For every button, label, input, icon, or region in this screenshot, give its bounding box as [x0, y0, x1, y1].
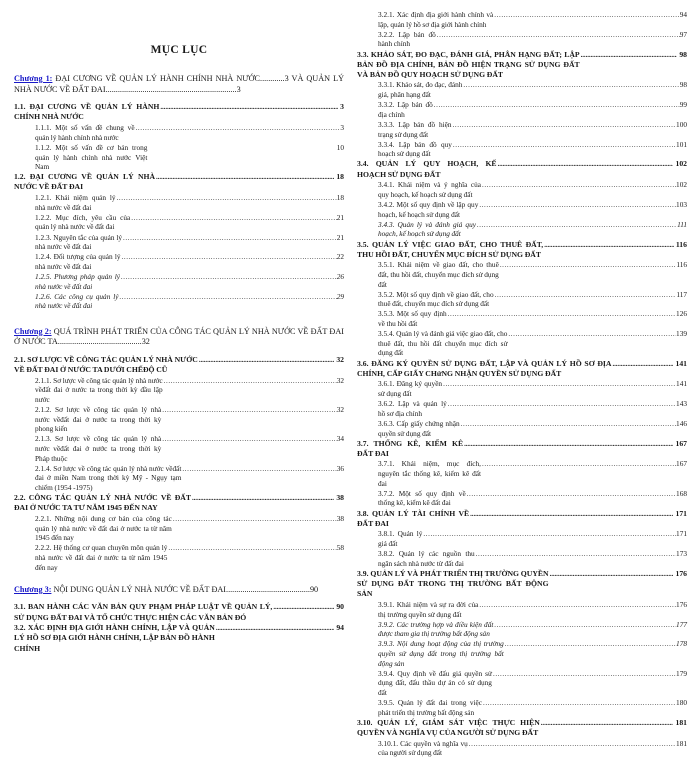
toc-page-number: 126	[676, 309, 687, 319]
leader-dots	[481, 181, 676, 190]
toc-page-number: 101	[676, 139, 687, 149]
toc-entry[interactable]	[357, 600, 687, 619]
leader-dots	[499, 261, 676, 270]
toc-entry-label: 3.3. KHẢO SÁT, ĐO ĐẠC, ĐÁNH GIÁ, PHÂN HẠNG ĐẤT; LẬP BẢN ĐỒ ĐỊA CHÍNH, BẢN ĐỒ HIỆN TRẠNG SỬ DỤNG ĐẤT VÀ BẢN ĐỒ QUY HOẠCH SỬ DỤNG ĐẤT	[357, 49, 580, 79]
toc-entry-label: 3.6. ĐĂNG KÝ QUYỀN SỬ DỤNG ĐẤT, LẬP VÀ QUẢN LÝ HỒ SƠ ĐỊA CHÍNH, CẤP GIẤY CHứNG NHẬN QUYỀN SỬ DỤNG ĐẤT	[357, 358, 612, 378]
toc-entry[interactable]	[14, 602, 344, 622]
toc-page-number: 116	[675, 239, 687, 249]
toc-page-number: 3	[340, 102, 344, 112]
toc-page-number: 167	[676, 459, 687, 469]
toc-page-number: 171	[676, 529, 687, 539]
toc-entry[interactable]	[357, 718, 687, 738]
leader-dots	[181, 465, 336, 474]
toc-entry-label: 3.1. BAN HÀNH CÁC VĂN BẢN QUY PHẠM PHÁP LUẬT VỀ QUẢN LÝ, SỬ DỤNG ĐẤT ĐAI VÀ TỔ CHỨC THỰC HIỆN CÁC VĂN BẢN ĐÓ	[14, 602, 273, 622]
toc-page-number: 146	[676, 418, 687, 428]
toc-entry[interactable]	[357, 529, 687, 548]
toc-entry-label: 3.3.4. Lập bản đồ quy hoạch sử dụng đất	[378, 139, 454, 159]
toc-page-number: 90	[309, 584, 319, 594]
toc-entry[interactable]	[14, 405, 344, 434]
leader-dots	[452, 121, 677, 130]
toc-page-number: 22	[336, 252, 344, 262]
toc-page-number: 10	[336, 142, 344, 152]
toc-entry[interactable]	[14, 213, 344, 232]
toc-page-number: 38	[336, 514, 344, 523]
toc-entry-label: 3.9.1. Khái niệm và sự ra đời của thị trường quyền sử dụng đất	[378, 599, 480, 619]
toc-entry-label: 2.1.4. Sơ lược về công tác quản lý nhà nước vềđất đai ở miền Nam trong thời kỳ Mỹ - Ngụy tạm chiếm (1954 -1975)	[35, 463, 184, 493]
toc-entry[interactable]	[357, 140, 687, 159]
toc-entry-label: 3.7.2. Một số quy định về thống kê, kiểm kê đất đai	[378, 488, 468, 508]
toc-page-number: 98	[679, 49, 687, 59]
toc-entry[interactable]	[14, 434, 344, 463]
toc-entry-label: 2.1. SƠ LƯỢC VỀ CÔNG TÁC QUẢN LÝ NHÀ NƯỚC VỀ ĐẤT ĐAI Ở NƯỚC TA DƯỚI CHẾĐỘ CŨ	[14, 354, 198, 375]
toc-entry-label: 1.1.2. Một số vấn đề cơ bản trong quản lý hành chính nhà nước Việt Nam	[35, 142, 150, 172]
leader-dots	[121, 253, 337, 262]
toc-entry[interactable]	[357, 10, 687, 29]
toc-entry[interactable]	[14, 172, 344, 192]
leader-dots	[475, 550, 676, 559]
toc-page-number: 90	[336, 602, 344, 612]
toc-entry[interactable]	[14, 464, 344, 493]
leader-dots	[492, 670, 676, 679]
leader-dots	[493, 621, 676, 630]
toc-page-number: 21	[336, 212, 344, 222]
chapter-heading[interactable]	[14, 74, 344, 95]
toc-page-number: 102	[675, 159, 687, 169]
leader-dots	[580, 51, 678, 60]
toc-entry[interactable]	[357, 50, 687, 80]
leader-dots	[436, 31, 680, 40]
toc-entry-label: 3.3.2. Lập bản đồ địa chính	[378, 100, 435, 119]
leader-dots	[159, 103, 338, 112]
toc-page-number: 177	[676, 619, 687, 629]
leader-dots	[466, 490, 676, 499]
toc-entry[interactable]	[14, 252, 344, 271]
chapter-title: NỘI DUNG QUẢN LÝ NHÀ NƯỚC VỀ ĐẤT ĐAI	[51, 584, 227, 594]
toc-entry-label: 3.2. XÁC ĐỊNH ĐỊA GIỚI HÀNH CHÍNH, LẬP VÀ QUẢN LÝ HỒ SƠ ĐỊA GIỚI HÀNH CHÍNH, LẬP BẢN ĐỒ HÀNH CHÍNH	[14, 623, 215, 653]
toc-entry[interactable]	[14, 233, 344, 252]
toc-entry-label: 3.3.1. Khảo sát, đo đạc, đánh giá, phân hạng đất	[378, 80, 465, 100]
leader-dots	[611, 360, 673, 369]
toc-page-number: 103	[676, 200, 687, 210]
toc-page-number: 116	[676, 260, 687, 270]
toc-entry-label: 3.5.3. Một số quy định về thu hồi đất	[378, 309, 449, 329]
toc-entry[interactable]	[14, 143, 344, 172]
toc-page-number: 94	[336, 623, 344, 633]
toc-page-number: 29	[336, 291, 344, 301]
toc-page-number: 181	[675, 717, 687, 727]
toc-entry-label: 2.2.1. Những nội dung cơ bản của công tác quản lý nhà nước về đất đai ở nước ta từ năm 1945 đến nay	[35, 514, 174, 543]
toc-entry-label: 3.6.3. Cấp giấy chứng nhận quyền sử dụng đất	[378, 418, 462, 438]
toc-page-number: 18	[336, 172, 344, 182]
toc-entry-label: 3.8. QUẢN LÝ TÀI CHÍNH VỀ ĐẤT ĐAI	[357, 508, 471, 528]
toc-page-number: 141	[675, 358, 687, 368]
toc-entry-label: 3.7. THỐNG KÊ, KIỂM KÊ ĐẤT ĐAI	[357, 438, 465, 458]
toc-page-number: 143	[676, 399, 687, 409]
toc-page-number: 38	[336, 493, 344, 503]
toc-entry[interactable]	[357, 669, 687, 698]
toc-entry-label: 3.5.4. Quản lý và đánh giá việc giao đất, cho thuê đất, thu hồi đất chuyển mục đích sử dụng đất	[378, 329, 510, 358]
toc-entry-label: 1.1.1. Một số vấn đề chung về quản lý hành chính nhà nước	[35, 123, 137, 142]
leader-dots	[447, 400, 676, 409]
chapter-1-entry[interactable]	[14, 74, 344, 95]
toc-page-number: 181	[676, 738, 687, 748]
toc-entry[interactable]	[14, 292, 344, 311]
toc-entry[interactable]	[14, 543, 344, 572]
toc-entry-label: 3.2.1. Xác định địa giới hành chính và lập, quản lý hồ sơ địa giới hành chính	[378, 10, 495, 29]
leader-dots	[198, 356, 335, 365]
toc-entry-label: 3.8.1. Quản lý giá đất	[378, 529, 425, 549]
leader-dots	[167, 544, 336, 553]
toc-entry[interactable]	[357, 200, 687, 219]
leader-dots	[476, 221, 677, 230]
chapter-title: ĐẠI CƯƠNG VỀ QUẢN LÝ HÀNH CHÍNH NHÀ NƯỚC	[52, 74, 261, 83]
toc-page-number: 26	[336, 272, 344, 282]
toc-entry[interactable]	[357, 80, 687, 99]
toc-entry[interactable]	[14, 123, 344, 142]
toc-page-number: 3	[284, 74, 289, 83]
leader-dots	[549, 570, 674, 579]
leader-dots	[272, 603, 334, 612]
toc-entry[interactable]	[357, 419, 687, 438]
toc-entry-label: 3.9.4. Quy định về đấu giá quyền sử dụng đất, đấu thầu dự án có sử dụng đất	[378, 668, 494, 697]
toc-entry-label: 3.6.1. Đăng ký quyền sử dụng đất	[378, 379, 444, 399]
toc-page-number: 98	[679, 80, 687, 90]
toc-entry-label: 3.10.1. Các quyền và nghĩa vụ của người sử dụng đất	[378, 738, 470, 758]
chapter-link[interactable]: Chương 3:	[14, 584, 52, 594]
toc-entry-label: 3.5. QUẢN LÝ VIỆC GIAO ĐẤT, CHO THUÊ ĐẤT, THU HỒI ĐẤT, CHUYỂN MỤC ĐÍCH SỬ DỤNG ĐẤT	[357, 239, 544, 259]
leader-dots	[433, 101, 680, 110]
toc-entry-label: 3.2.2. Lập bản đồ hành chính	[378, 29, 438, 49]
leader-dots	[543, 241, 674, 250]
chapter-heading[interactable]	[14, 585, 344, 596]
chapter-link[interactable]: Chương 2:	[14, 326, 52, 336]
toc-page-number: 3	[236, 84, 241, 94]
toc-entry-label: 3.9.3. Nội dung hoạt động của thị trường quyền sử dụng đất trong thị trường bất động sản	[378, 639, 506, 668]
leader-dots	[481, 460, 676, 469]
toc-entry-label: 2.1.2. Sơ lược về công tác quản lý nhà nước vềđất đai ở nước ta trong thời kỳ phong kiến	[35, 405, 163, 434]
chapter-title: QUÁ TRÌNH PHÁT TRIỂN CỦA CÔNG TÁC QUẢN LÝ NHÀ NƯỚC VỀ ĐẤT ĐAI Ở NƯỚC TA	[14, 326, 344, 347]
toc-page-number: 99	[679, 100, 687, 110]
leader-dots	[468, 740, 676, 749]
toc-entry[interactable]	[357, 100, 687, 119]
toc-page-number: 176	[675, 568, 687, 578]
leader-dots	[452, 141, 676, 150]
toc-entry-label: 2.2. CÔNG TÁC QUẢN LÝ NHÀ NƯỚC VỀ ĐẤT ĐAI Ở NƯỚC TA TƯ NĂM 1945 ĐẾN NAY	[14, 493, 191, 513]
toc-entry-label: 3.4.3. Quản lý và đánh giá quy hoạch, kế hoạch sử dụng đất	[378, 219, 478, 239]
leader-dots	[447, 310, 676, 319]
chapter-title-continued: VÀ QUẢN LÝ NHÀ NƯỚC VỀ ĐẤT ĐAI	[14, 74, 344, 94]
spacer	[14, 573, 344, 577]
toc-entry-label: 1.1. ĐẠI CƯƠNG VỀ QUẢN LÝ HÀNH CHÍNH NHÀ NƯỚC	[14, 102, 162, 122]
toc-entry-label: 2.1.3. Sơ lược về công tác quản lý nhà nước vềđất đai ở nước ta trong thời kỳ Pháp thuộc	[35, 434, 163, 463]
toc-entry-label: 3.4. QUẢN LÝ QUY HOẠCH, KẾ HOẠCH SỬ DỤNG ĐẤT	[357, 159, 499, 179]
leader-dots	[462, 81, 679, 90]
leader-dots	[122, 234, 337, 243]
toc-page-number: 34	[336, 434, 344, 444]
leader-dots: ................................................................	[105, 84, 237, 94]
toc-entry-label: 2.1.1. Sơ lược về công tác quản lý nhà nước vềđất đai ở nước ta trong thời kỳ đầu lập nước	[35, 375, 165, 404]
toc-entry-label: 2.2.2. Hệ thống cơ quan chuyên môn quản lý nhà nước về đất đai ở nước ta từ năm 1945 đến nay	[35, 543, 169, 572]
leader-dots	[120, 273, 337, 282]
toc-entry-label: 1.2.5. Phương pháp quản lý nhà nước về đất đai	[35, 272, 122, 291]
toc-page-number: 32	[141, 337, 150, 347]
toc-entry[interactable]	[14, 355, 344, 375]
toc-entry[interactable]	[14, 102, 344, 122]
leader-dots	[478, 201, 676, 210]
leader-dots	[172, 515, 337, 524]
toc-page-number: 21	[336, 232, 344, 242]
toc-entry[interactable]	[14, 272, 344, 291]
leader-dots	[422, 530, 676, 539]
toc-page-number: 171	[675, 508, 687, 518]
toc-left-column	[14, 0, 344, 653]
toc-entry-label: 3.5.2. Một số quy định về giao đất, cho thuê đất, chuyển mục đích sử dụng đất	[378, 289, 496, 309]
toc-entries-chapter-3	[14, 602, 344, 653]
toc-entry-label: 3.6.2. Lập và quản lý hồ sơ địa chính	[378, 399, 449, 418]
toc-page-number: 18	[336, 193, 344, 203]
leader-dots	[191, 494, 334, 503]
toc-entry[interactable]	[357, 329, 687, 358]
toc-page-number: 111	[677, 219, 687, 229]
leader-dots	[493, 11, 679, 20]
leader-dots	[463, 440, 673, 449]
toc-page-number: 180	[676, 698, 687, 708]
toc-page-number: 176	[676, 599, 687, 609]
toc-entry-label: 1.2.4. Đối tượng của quản lý nhà nước về đất đai	[35, 252, 123, 271]
leader-dots	[482, 699, 676, 708]
toc-page-number: 100	[676, 119, 687, 129]
spacer	[14, 312, 344, 319]
leader-dots	[215, 624, 335, 633]
leader-dots	[135, 124, 341, 133]
leader-dots	[130, 214, 336, 223]
leader-dots	[504, 640, 676, 649]
toc-page-number: 32	[336, 405, 344, 415]
leader-dots	[469, 510, 673, 519]
toc-entry[interactable]	[357, 120, 687, 139]
toc-entry[interactable]	[357, 739, 687, 758]
toc-entry[interactable]	[357, 159, 687, 179]
toc-page-number: 179	[676, 668, 687, 678]
toc-entries-right	[357, 10, 687, 758]
toc-entry[interactable]	[357, 379, 687, 398]
toc-entry[interactable]	[14, 193, 344, 212]
toc-entry[interactable]	[357, 240, 687, 260]
toc-right-column	[357, 0, 687, 758]
toc-right-body	[357, 10, 687, 758]
toc-page-number: 167	[675, 438, 687, 448]
leader-dots	[442, 380, 676, 389]
toc-entry-label: 1.2.6. Các công cụ quản lý nhà nước về đất đai	[35, 291, 121, 311]
leader-dots	[494, 291, 677, 300]
toc-entry[interactable]	[357, 290, 687, 309]
chapter-link[interactable]: Chương 1:	[14, 74, 53, 83]
chapter-2-entry[interactable]	[14, 327, 344, 348]
toc-page-number: 117	[676, 289, 687, 299]
toc-entry[interactable]	[14, 514, 344, 543]
leader-dots	[540, 719, 674, 728]
toc-entry-label: 3.5.1. Khái niệm về giao đất, cho thuê đất, thu hồi đất, chuyển mục đích sử dụng đất	[378, 260, 501, 289]
toc-entry-label: 3.9.2. Các trường hợp và điều kiện đất được tham gia thị trường bất động sản	[378, 619, 496, 639]
toc-entry-label: 3.4.1. Khái niệm và ý nghĩa của quy hoạch, kế hoạch sử dụng đất	[378, 180, 483, 199]
toc-entry[interactable]	[357, 569, 687, 599]
toc-entry[interactable]	[357, 30, 687, 49]
toc-page-number: 102	[676, 180, 687, 190]
toc-entry[interactable]	[14, 623, 344, 653]
toc-entries-chapter-2	[14, 355, 344, 572]
leader-dots: ............	[260, 74, 285, 83]
leader-dots	[161, 435, 336, 444]
toc-entry-label: 3.9.5. Quản lý đất đai trong việc phát triển thị trường bất động sản	[378, 698, 484, 717]
toc-entry-label: 1.2.3. Nguyên tắc của quản lý nhà nước về đất đai	[35, 232, 124, 252]
leader-dots: .........................................	[226, 584, 310, 594]
toc-entry[interactable]	[14, 493, 344, 513]
toc-entry[interactable]	[357, 489, 687, 508]
toc-entry[interactable]	[357, 260, 687, 289]
leader-dots	[507, 330, 676, 339]
leader-dots	[460, 420, 676, 429]
toc-page-number: 3	[340, 123, 344, 133]
toc-entry-label: 3.7.1. Khái niệm, mục đích, nguyên tắc thống kê, kiểm kê đất đai	[378, 459, 483, 488]
toc-entry-label: 1.2.2. Mục đích, yêu cầu của quản lý nhà nước về đất đai	[35, 212, 132, 232]
leader-dots	[163, 377, 337, 386]
toc-entry[interactable]	[357, 509, 687, 529]
toc-entry[interactable]	[357, 439, 687, 459]
leader-dots	[155, 173, 334, 182]
toc-page-number: 94	[679, 10, 687, 19]
leader-dots	[161, 406, 336, 415]
toc-entry[interactable]	[357, 639, 687, 668]
toc-entries-chapter-1	[14, 102, 344, 311]
toc-entry[interactable]	[357, 698, 687, 717]
toc-page-number: 168	[676, 488, 687, 498]
page-title: MỤC LỤC	[150, 44, 208, 56]
toc-entry[interactable]	[357, 180, 687, 199]
leader-dots: .........................................	[57, 337, 142, 347]
toc-page-number: 141	[676, 379, 687, 389]
toc-entry[interactable]	[357, 309, 687, 328]
chapter-heading[interactable]	[14, 327, 344, 348]
toc-entry-label: 3.10. QUẢN LÝ, GIÁM SÁT VIỆC THỰC HIỆN QUYỀN VÀ NGHĨA VỤ CỦA NGƯỜI SỬ DỤNG ĐẤT	[357, 717, 540, 738]
leader-dots	[497, 160, 674, 169]
toc-entry-label: 3.4.2. Một số quy định về lập quy hoạch, kế hoạch sử dụng đất	[378, 200, 480, 219]
toc-entry[interactable]	[357, 359, 687, 379]
toc-entry-label: 1.2.1. Khái niệm quản lý nhà nước về đất đai	[35, 193, 118, 212]
toc-page-number: 32	[336, 354, 344, 364]
toc-page-number: 58	[336, 543, 344, 553]
toc-page-number: 32	[336, 375, 344, 385]
toc-entry[interactable]	[357, 220, 687, 239]
leader-dots	[119, 293, 337, 302]
toc-entry-label: 1.2. ĐẠI CƯƠNG VỀ QUẢN LÝ NHÀ NƯỚC VỀ ĐẤT ĐAI	[14, 172, 157, 192]
toc-entry[interactable]	[14, 376, 344, 405]
toc-page-number: 178	[676, 639, 687, 649]
toc-entry[interactable]	[357, 399, 687, 418]
chapter-3-entry[interactable]	[14, 585, 344, 596]
toc-entry[interactable]	[357, 459, 687, 488]
toc-entry[interactable]	[357, 549, 687, 568]
toc-entry-label: 3.9. QUẢN LÝ VÀ PHÁT TRIỂN THỊ TRƯỜNG QUYỀN SỬ DỤNG ĐẤT TRONG THỊ TRƯỜNG BẤT ĐỘNG SẢN	[357, 568, 549, 599]
toc-page-number: 139	[676, 329, 687, 339]
leader-dots	[478, 601, 676, 610]
toc-page-number: 36	[336, 463, 344, 473]
toc-left-body	[14, 74, 344, 654]
toc-entry[interactable]	[357, 620, 687, 639]
toc-page-number: 173	[676, 549, 687, 559]
toc-page-number: 97	[679, 29, 687, 39]
toc-entry-label: 3.8.2. Quản lý các nguồn thu ngân sách nhà nước từ đất đai	[378, 549, 477, 568]
leader-dots	[116, 194, 337, 203]
toc-entry-label: 3.3.3. Lập bản đồ hiện trạng sử dụng đất	[378, 119, 454, 139]
